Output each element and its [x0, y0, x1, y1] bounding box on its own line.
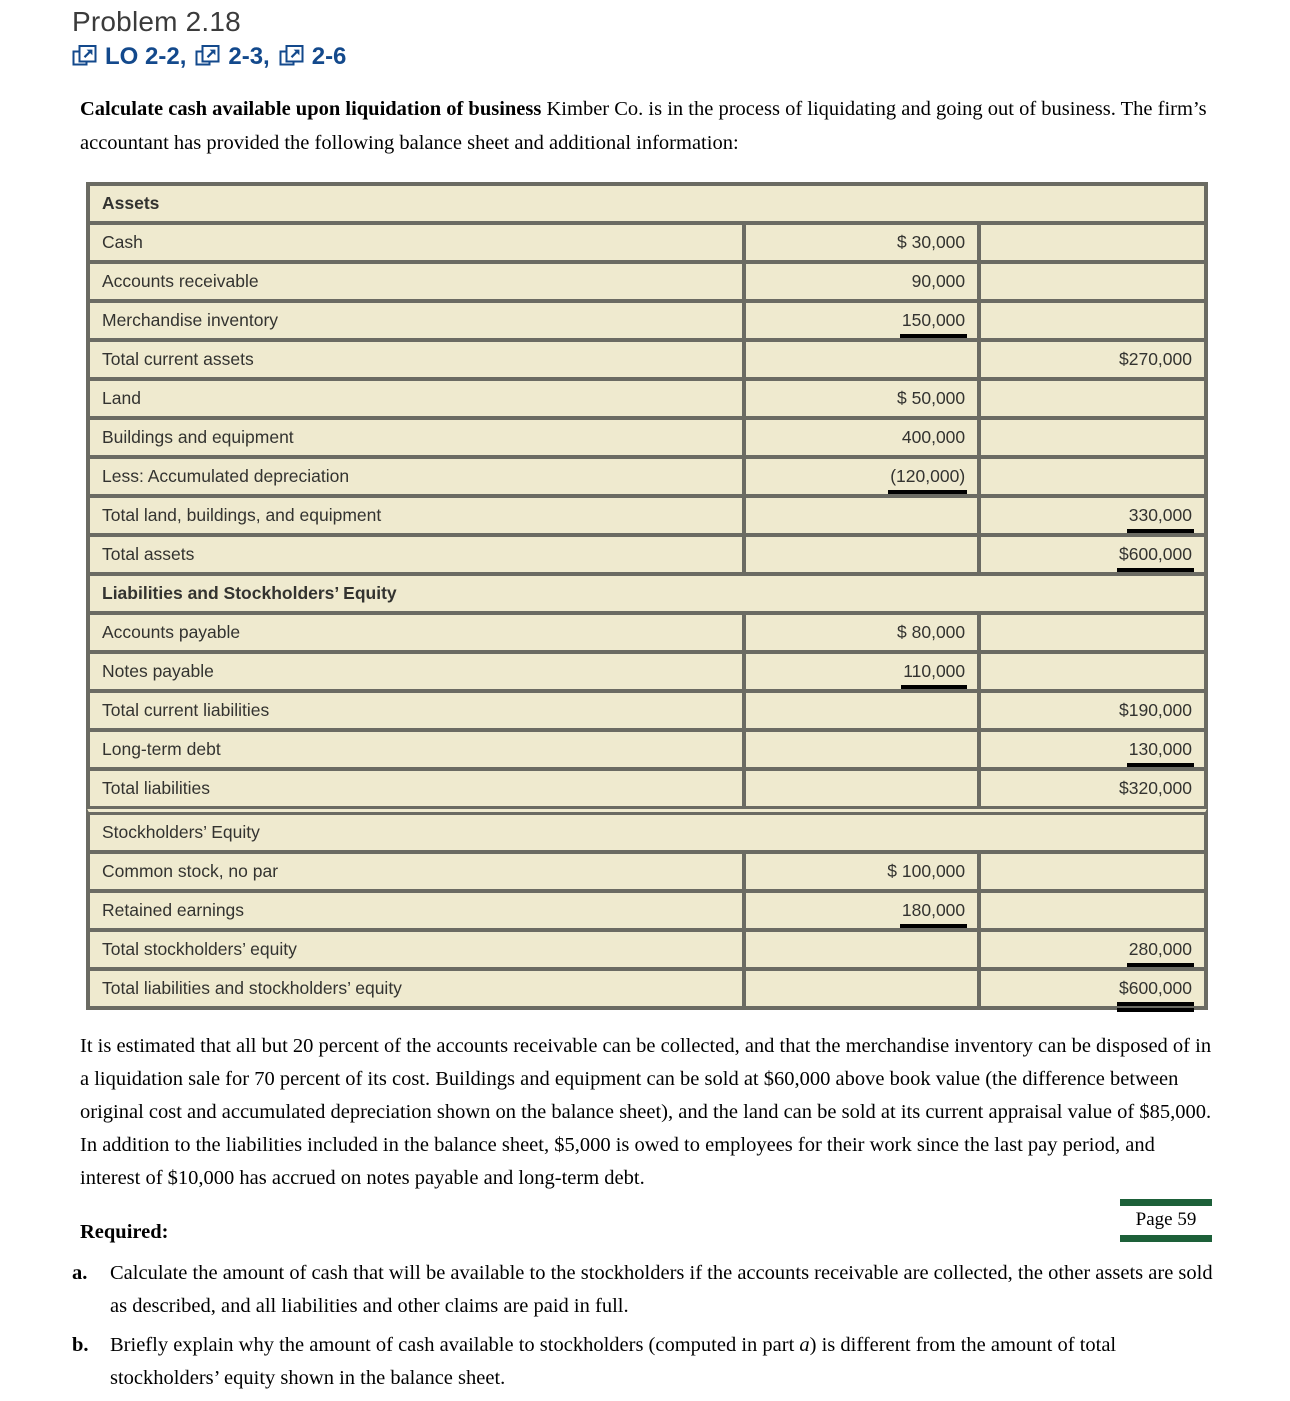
table-row	[86, 850, 1208, 889]
row-amount-col2	[977, 416, 1208, 455]
required-marker-a: a.	[72, 1262, 88, 1284]
additional-information: It is estimated that all but 20 percent of the accounts receivable can be collected, and that the merchandise inventory can be disposed of in a liquidation sale for 70 percent of its cost. Buildings and equipment can be sold at $60,000 above book value (the difference between original cost and accumulated depreciation shown on the balance sheet), and the land can be sold at its current appraisal value of $85,000. In addition to the liabilities included in the balance sheet, $5,000 is owed to employees for their work since the last pay period, and interest of $10,000 has accrued on notes payable and long-term debt.	[80, 1035, 1212, 1189]
row-amount-col2	[977, 455, 1208, 494]
row-amount-col1	[742, 967, 977, 1010]
row-amount-col1	[742, 455, 977, 494]
amount-value: $ 80,000	[897, 622, 966, 642]
amount-value: 150,000	[901, 310, 966, 330]
row-amount-col2	[977, 728, 1208, 767]
table-row	[86, 728, 1208, 767]
row-amount-col2	[977, 967, 1208, 1010]
balance-sheet-container	[86, 182, 1208, 1010]
row-label: Notes payable	[86, 650, 742, 689]
row-label: Cash	[86, 221, 742, 260]
table-row	[86, 928, 1208, 967]
row-amount-col2	[977, 650, 1208, 689]
row-amount-col1	[742, 338, 977, 377]
lo-label-2: 2-3	[228, 43, 264, 70]
amount-value: 110,000	[903, 661, 966, 681]
required-heading: Required:	[80, 1221, 169, 1243]
amount-value: $270,000	[1119, 349, 1192, 369]
table-row	[86, 455, 1208, 494]
amount-value: $600,000	[1119, 978, 1192, 998]
row-label: Merchandise inventory	[86, 299, 742, 338]
table-row	[86, 338, 1208, 377]
row-label: Total current assets	[86, 338, 742, 377]
page-marker-label: Page 59	[1135, 1209, 1197, 1230]
lo-label-3: 2-6	[311, 43, 347, 70]
lo-label-1: LO 2-2	[105, 43, 180, 70]
row-amount-col2	[977, 299, 1208, 338]
row-amount-col2	[977, 767, 1208, 806]
amount-value: $600,000	[1119, 544, 1192, 564]
table-row	[86, 377, 1208, 416]
table-row	[86, 260, 1208, 299]
lo-item-3[interactable]	[279, 44, 347, 70]
problem-header	[0, 0, 1290, 70]
page-title: Problem 2.18	[72, 6, 241, 37]
row-amount-col1	[742, 221, 977, 260]
row-amount-col1	[742, 533, 977, 572]
amount-value: 280,000	[1128, 939, 1192, 959]
row-label: Total stockholders’ equity	[86, 928, 742, 967]
amount-value: (120,000)	[890, 466, 966, 486]
required-item-a	[0, 1257, 1218, 1323]
row-amount-col1	[742, 416, 977, 455]
row-amount-col1	[742, 494, 977, 533]
amount-value: 90,000	[911, 271, 966, 291]
table-row	[86, 416, 1208, 455]
required-text-a: Calculate the amount of cash that will be available to the stockholders if the accounts receivable are collected, the other assets are sold as described, and all liabilities and other claims are paid in full.	[110, 1262, 1213, 1317]
required-item-b	[0, 1329, 1218, 1395]
page-marker-bar-bottom	[1120, 1235, 1212, 1242]
table-row	[86, 967, 1208, 1010]
row-label: Total liabilities	[86, 767, 742, 806]
required-text-b-before: Briefly explain why the amount of cash available to stockholders (computed in part	[110, 1334, 800, 1356]
row-amount-col1	[742, 377, 977, 416]
required-row	[0, 1209, 1290, 1251]
section-header-cell: Liabilities and Stockholders’ Equity	[86, 572, 1208, 611]
row-amount-col1	[742, 767, 977, 806]
row-amount-col1	[742, 850, 977, 889]
amount-value: $ 50,000	[897, 388, 966, 408]
problem-intro	[80, 92, 1218, 160]
row-label: Accounts payable	[86, 611, 742, 650]
external-link-icon	[195, 44, 221, 70]
row-label: Common stock, no par	[86, 850, 742, 889]
row-amount-col1	[742, 689, 977, 728]
lo-item-1[interactable]	[72, 44, 180, 70]
row-label: Total land, buildings, and equipment	[86, 494, 742, 533]
problem-intro-bold: Calculate cash available upon liquidation of business	[80, 98, 542, 120]
row-label: Less: Accumulated depreciation	[86, 455, 742, 494]
table-row	[86, 650, 1208, 689]
row-amount-col1	[742, 928, 977, 967]
row-amount-col1	[742, 728, 977, 767]
amount-value: 400,000	[901, 427, 966, 447]
row-label: Total assets	[86, 533, 742, 572]
table-row	[86, 221, 1208, 260]
page-marker	[1120, 1199, 1212, 1242]
amount-value: 130,000	[1128, 739, 1192, 759]
balance-sheet-table	[86, 182, 1208, 1010]
required-list	[0, 1257, 1218, 1395]
lo-separator-2: ,	[263, 43, 270, 70]
row-amount-col2	[977, 533, 1208, 572]
table-row	[86, 889, 1208, 928]
row-amount-col1	[742, 650, 977, 689]
page-marker-bar-top	[1120, 1199, 1212, 1206]
subsection-header-cell: Stockholders’ Equity	[86, 806, 1208, 850]
external-link-icon	[72, 44, 98, 70]
row-label: Buildings and equipment	[86, 416, 742, 455]
problem-intro-rest: Kimber Co. is in the process of liquidating and going out of business. The firm’s accountant has provided the following balance sheet and additional information:	[80, 98, 1207, 154]
required-text-b-after: ) is different from the amount of total stockholders’ equity shown in the balance sheet.	[110, 1334, 1117, 1389]
row-amount-col2	[977, 611, 1208, 650]
row-label: Total current liabilities	[86, 689, 742, 728]
row-amount-col2	[977, 889, 1208, 928]
table-row	[86, 299, 1208, 338]
table-row	[86, 572, 1208, 611]
row-label: Accounts receivable	[86, 260, 742, 299]
amount-value: 330,000	[1128, 505, 1192, 525]
row-label: Total liabilities and stockholders’ equity	[86, 967, 742, 1010]
row-amount-col2	[977, 689, 1208, 728]
row-amount-col2	[977, 221, 1208, 260]
section-header-cell: Assets	[86, 182, 1208, 221]
row-amount-col1	[742, 299, 977, 338]
required-text-b-italic: a	[799, 1334, 810, 1356]
row-amount-col2	[977, 260, 1208, 299]
row-amount-col2	[977, 494, 1208, 533]
amount-value: $ 30,000	[897, 232, 966, 252]
row-amount-col2	[977, 338, 1208, 377]
table-row	[86, 767, 1208, 806]
required-marker-b: b.	[72, 1334, 89, 1356]
table-row	[86, 689, 1208, 728]
table-row	[86, 182, 1208, 221]
row-amount-col1	[742, 260, 977, 299]
table-row	[86, 533, 1208, 572]
lo-separator-1: ,	[179, 43, 187, 70]
amount-value: $ 100,000	[887, 861, 966, 881]
row-amount-col1	[742, 889, 977, 928]
amount-value: $320,000	[1119, 778, 1192, 798]
table-row	[86, 806, 1208, 850]
learning-objectives	[72, 44, 1290, 70]
table-row	[86, 611, 1208, 650]
amount-value: 180,000	[901, 900, 966, 920]
row-label: Retained earnings	[86, 889, 742, 928]
row-label: Long-term debt	[86, 728, 742, 767]
row-amount-col2	[977, 377, 1208, 416]
external-link-icon	[279, 44, 305, 70]
row-amount-col2	[977, 850, 1208, 889]
amount-value: $190,000	[1119, 700, 1192, 720]
row-label: Land	[86, 377, 742, 416]
table-row	[86, 494, 1208, 533]
row-amount-col2	[977, 928, 1208, 967]
lo-item-2[interactable]	[195, 44, 263, 70]
row-amount-col1	[742, 611, 977, 650]
